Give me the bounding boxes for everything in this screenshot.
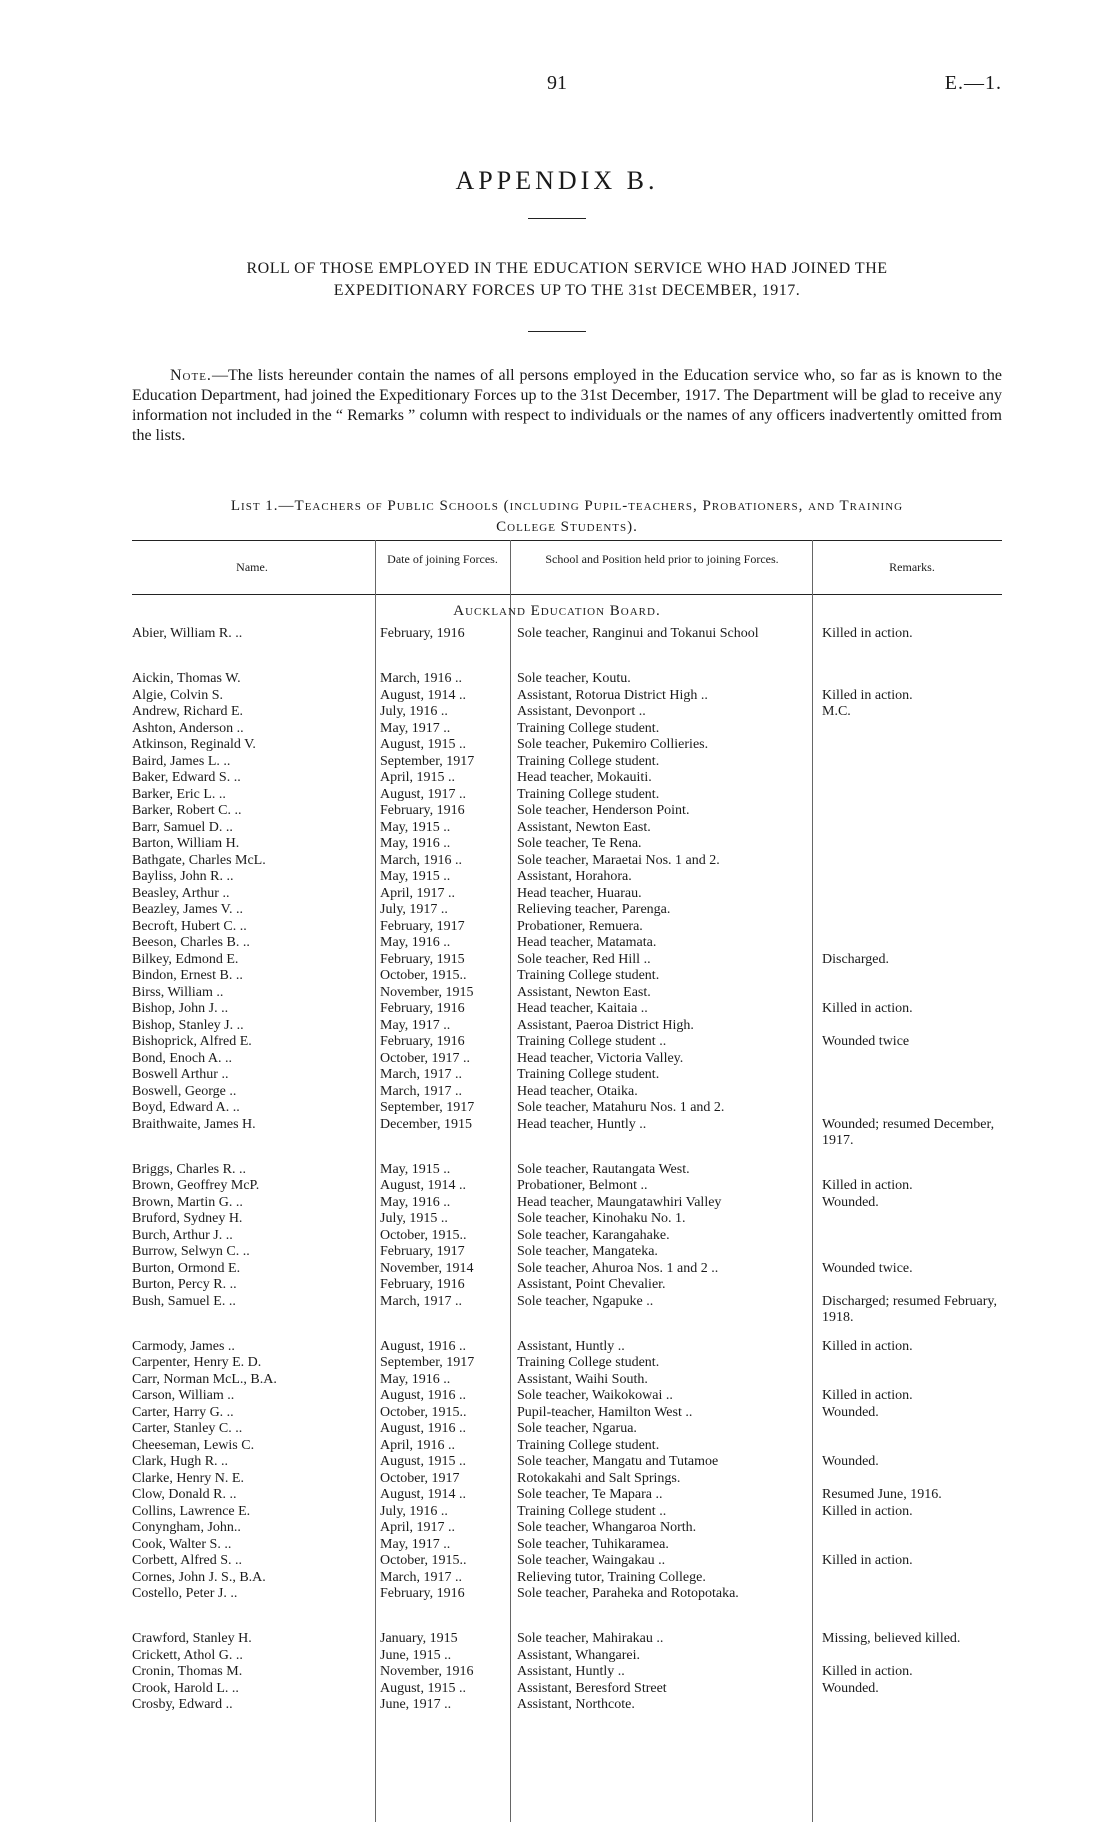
row-school-position: Assistant, Northcote. [517,1697,635,1712]
page-number: 91 [547,72,567,94]
note-paragraph [132,366,1002,446]
table-row [132,1339,1002,1356]
table-row [132,1178,1002,1195]
table-row [132,1244,1002,1261]
row-school-position: Assistant, Newton East. [517,819,651,835]
note-label: Note. [170,367,212,384]
row-date-joined: May, 1915 .. [380,1161,451,1177]
row-school-position: Probationer, Remuera. [517,918,643,934]
row-school-position: Sole teacher, Red Hill .. [517,951,651,967]
table-row [132,770,1002,787]
row-date-joined: July, 1916 .. [380,1503,448,1519]
row-name: Burch, Arthur J. .. [132,1227,233,1243]
row-date-joined: December, 1915 [380,1116,472,1132]
row-date-joined: August, 1914 .. [380,1487,466,1502]
row-school-position: Training College student. [517,1355,660,1370]
row-name: Barker, Eric L. .. [132,786,226,802]
row-remarks: Wounded. [822,1404,879,1420]
table-row [132,836,1002,853]
table-row [132,1100,1002,1117]
row-remarks: Discharged. [822,951,889,967]
row-remarks: Wounded. [822,1680,879,1696]
row-remarks: Discharged; resumed February, 1918. [822,1293,997,1325]
row-remarks: Killed in action. [822,1338,913,1354]
row-school-position: Assistant, Paeroa District High. [517,1017,694,1033]
divider [528,331,586,332]
row-name: Barker, Robert C. .. [132,803,242,818]
table-row [132,1018,1002,1035]
table-row [132,1421,1002,1438]
table-row [132,952,1002,969]
list-title-line-2: College Students). [496,519,638,535]
row-name: Boswell Arthur .. [132,1067,229,1082]
row-name: Barton, William H. [132,836,240,851]
row-name: Bindon, Ernest B. .. [132,968,243,983]
row-date-joined: February, 1916 [380,1586,465,1601]
row-name: Clarke, Henry N. E. [132,1470,244,1486]
table-row [132,820,1002,837]
row-date-joined: September, 1917 [380,753,475,769]
row-name: Crickett, Athol G. .. [132,1647,243,1663]
row-name: Carter, Harry G. .. [132,1404,234,1420]
row-date-joined: October, 1917 .. [380,1050,471,1066]
row-school-position: Head teacher, Kaitaia .. [517,1001,648,1016]
row-date-joined: May, 1916 .. [380,1371,451,1387]
row-school-position: Sole teacher, Whangaroa North. [517,1520,697,1535]
table-row [132,787,1002,804]
row-school-position: Sole teacher, Mahirakau .. [517,1631,664,1646]
row-name: Carpenter, Henry E. D. [132,1355,262,1370]
table-row [132,1648,1002,1665]
row-school-position: Sole teacher, Tuhikaramea. [517,1536,669,1552]
row-name: Crosby, Edward .. [132,1697,233,1712]
table-row [132,902,1002,919]
row-remarks: Killed in action. [822,1178,913,1193]
table-row [132,1471,1002,1488]
table-row [132,886,1002,903]
table-row [132,1294,1002,1339]
row-date-joined: June, 1915 .. [380,1647,452,1663]
row-name: Carmody, James .. [132,1338,235,1354]
table-row [132,721,1002,738]
row-name: Brown, Martin G. .. [132,1194,243,1210]
row-school-position: Sole teacher, Ngapuke .. [517,1293,654,1309]
row-date-joined: November, 1915 [380,984,474,1000]
row-school-position: Sole teacher, Ahuroa Nos. 1 and 2 .. [517,1260,719,1276]
row-school-position: Assistant, Beresford Street [517,1680,667,1696]
table-row [132,1001,1002,1018]
table-row [132,671,1002,688]
row-name: Cronin, Thomas M. [132,1664,243,1679]
row-school-position: Assistant, Huntly .. [517,1664,625,1679]
column-header-date: Date of joining Forces. [387,552,498,566]
table-row [132,1277,1002,1294]
row-school-position: Head teacher, Huntly .. [517,1116,647,1132]
table-row [132,754,1002,771]
table-row [132,919,1002,936]
row-school-position: Assistant, Rotorua District High .. [517,687,708,703]
row-name: Bruford, Sydney H. [132,1211,243,1226]
row-date-joined: February, 1917 [380,1244,465,1259]
row-date-joined: August, 1915 .. [380,1680,466,1696]
row-name: Braithwaite, James H. [132,1116,256,1132]
table-row [132,853,1002,870]
row-date-joined: February, 1916 [380,1277,465,1292]
row-date-joined: April, 1917 .. [380,1520,456,1535]
row-name: Boswell, George .. [132,1083,237,1099]
table-row [132,1034,1002,1051]
row-name: Carson, William .. [132,1388,235,1403]
row-remarks: Wounded. [822,1194,879,1210]
row-remarks: M.C. [822,704,851,719]
row-school-position: Sole teacher, Matahuru Nos. 1 and 2. [517,1100,725,1115]
table-row [132,688,1002,705]
table-row [132,1228,1002,1245]
row-date-joined: August, 1914 .. [380,687,466,703]
row-name: Beasley, Arthur .. [132,885,230,901]
row-name: Corbett, Alfred S. .. [132,1553,243,1568]
table-row [132,1487,1002,1504]
table-row [132,1261,1002,1278]
document-code: E.—1. [944,72,1002,94]
table-row [132,1355,1002,1372]
row-school-position: Training College student. [517,720,660,736]
row-date-joined: March, 1916 .. [380,671,463,686]
row-school-position: Training College student .. [517,1503,667,1519]
row-school-position: Head teacher, Mokauiti. [517,770,652,785]
table-header-rule [132,594,1002,595]
row-school-position: Rotokakahi and Salt Springs. [517,1470,681,1486]
row-remarks: Resumed June, 1916. [822,1487,942,1502]
row-date-joined: November, 1914 [380,1260,474,1276]
row-date-joined: August, 1917 .. [380,786,466,802]
row-name: Cheeseman, Lewis C. [132,1437,255,1453]
row-remarks: Killed in action. [822,1664,913,1679]
row-date-joined: October, 1915.. [380,1553,467,1568]
table-row [132,737,1002,754]
row-date-joined: February, 1916 [380,626,465,641]
row-name: Bond, Enoch A. .. [132,1050,232,1066]
row-remarks: Killed in action. [822,626,913,641]
row-remarks: Killed in action. [822,1553,913,1568]
row-date-joined: February, 1915 [380,951,465,967]
table-row [132,968,1002,985]
row-school-position: Assistant, Newton East. [517,984,651,1000]
row-school-position: Sole teacher, Kinohaku No. 1. [517,1211,686,1226]
row-school-position: Head teacher, Maungatawhiri Valley [517,1194,722,1210]
row-remarks: Killed in action. [822,687,913,703]
row-name: Burton, Ormond E. [132,1260,241,1276]
row-date-joined: October, 1915.. [380,1404,467,1420]
table-row [132,626,1002,671]
appendix-title: APPENDIX B. [455,166,659,195]
row-date-joined: November, 1916 [380,1664,474,1679]
row-date-joined: August, 1916 .. [380,1421,466,1436]
row-name: Algie, Colvin S. [132,687,224,703]
table-row [132,1405,1002,1422]
table-row [132,1697,1002,1714]
row-date-joined: August, 1915 .. [380,737,466,752]
row-school-position: Sole teacher, Paraheka and Rotopotaka. [517,1586,739,1601]
row-name: Beazley, James V. .. [132,902,243,917]
row-school-position: Assistant, Whangarei. [517,1647,640,1663]
row-date-joined: July, 1916 .. [380,704,448,719]
table-row [132,1537,1002,1554]
table-row [132,1681,1002,1698]
row-date-joined: January, 1915 [380,1631,458,1646]
table-row [132,1454,1002,1471]
row-date-joined: May, 1917 .. [380,1017,451,1033]
roll-title-line-1: ROLL OF THOSE EMPLOYED IN THE EDUCATION SERVICE WHO HAD JOINED THE [246,260,888,277]
row-remarks: Killed in action. [822,1388,913,1403]
row-name: Bishop, Stanley J. .. [132,1017,244,1033]
row-school-position: Relieving tutor, Training College. [517,1569,706,1585]
roll-table-body [132,626,1002,1714]
row-date-joined: April, 1916 .. [380,1437,456,1453]
row-date-joined: August, 1916 .. [380,1338,466,1354]
row-date-joined: September, 1917 [380,1355,475,1370]
divider [528,218,586,219]
table-row [132,1438,1002,1455]
row-date-joined: March, 1917 .. [380,1569,463,1585]
row-name: Clark, Hugh R. .. [132,1454,229,1469]
row-date-joined: July, 1917 .. [380,902,448,917]
row-date-joined: May, 1915 .. [380,819,451,835]
row-date-joined: August, 1915 .. [380,1454,466,1469]
row-remarks: Killed in action. [822,1001,913,1016]
row-name: Bishoprick, Alfred E. [132,1034,252,1049]
row-school-position: Sole teacher, Waikokowai .. [517,1388,673,1403]
row-date-joined: February, 1916 [380,1001,465,1016]
row-date-joined: May, 1916 .. [380,836,451,851]
row-school-position: Sole teacher, Maraetai Nos. 1 and 2. [517,852,720,868]
row-school-position: Assistant, Huntly .. [517,1338,625,1354]
table-row [132,1388,1002,1405]
row-school-position: Training College student. [517,786,660,802]
row-name: Cook, Walter S. .. [132,1536,232,1552]
row-date-joined: August, 1916 .. [380,1388,466,1403]
row-name: Becroft, Hubert C. .. [132,918,247,934]
row-school-position: Sole teacher, Karangahake. [517,1227,670,1243]
row-school-position: Sole teacher, Henderson Point. [517,803,690,818]
table-row [132,1211,1002,1228]
roll-title [132,258,1002,302]
row-name: Crawford, Stanley H. [132,1631,252,1646]
table-row [132,869,1002,886]
table-row [132,935,1002,952]
row-name: Cornes, John J. S., B.A. [132,1569,266,1585]
table-row [132,1084,1002,1101]
row-name: Carter, Stanley C. .. [132,1421,243,1436]
row-remarks: Wounded twice [822,1034,910,1049]
row-name: Beeson, Charles B. .. [132,935,250,950]
table-row [132,1051,1002,1068]
table-top-rule [132,540,1002,541]
row-date-joined: August, 1914 .. [380,1178,466,1193]
table-row [132,1162,1002,1179]
row-name: Bathgate, Charles McL. [132,852,266,868]
row-name: Ashton, Anderson .. [132,720,244,736]
row-name: Baker, Edward S. .. [132,770,241,785]
row-name: Bush, Samuel E. .. [132,1293,236,1309]
row-name: Burton, Percy R. .. [132,1277,237,1292]
row-date-joined: April, 1915 .. [380,770,456,785]
table-header [132,544,1002,592]
row-date-joined: May, 1916 .. [380,1194,451,1210]
row-remarks: Wounded twice. [822,1260,913,1276]
row-date-joined: March, 1917 .. [380,1067,463,1082]
row-name: Bayliss, John R. .. [132,869,234,884]
row-date-joined: April, 1917 .. [380,885,456,901]
row-date-joined: October, 1915.. [380,968,467,983]
row-school-position: Pupil-teacher, Hamilton West .. [517,1404,693,1420]
row-date-joined: March, 1916 .. [380,852,463,868]
row-school-position: Training College student. [517,1437,660,1453]
row-school-position: Assistant, Horahora. [517,869,632,884]
table-row [132,704,1002,721]
column-header-school: School and Position held prior to joining Forces. [545,552,779,566]
list-title-line-1: List 1.—Teachers of Public Schools (including Pupil-teachers, Probationers, and Training [230,498,904,514]
row-school-position: Sole teacher, Ranginui and Tokanui School [517,626,759,641]
row-remarks: Killed in action. [822,1503,913,1519]
row-remarks: Wounded. [822,1454,879,1469]
row-name: Abier, William R. .. [132,626,243,641]
row-name: Clow, Donald R. .. [132,1487,237,1502]
row-date-joined: February, 1916 [380,1034,465,1049]
row-date-joined: May, 1917 .. [380,1536,451,1552]
row-name: Barr, Samuel D. .. [132,819,233,835]
table-row [132,1117,1002,1162]
row-name: Brown, Geoffrey McP. [132,1178,260,1193]
row-name: Burrow, Selwyn C. .. [132,1244,250,1259]
row-date-joined: June, 1917 .. [380,1697,452,1712]
note-text: —The lists hereunder contain the names of all persons employed in the Education service who, so far as is known to the Education Department, had joined the Expeditionary Forces up to the 31st December, 1917. The Department will be glad to receive any information not included in the “ Remarks ” column with respect to individuals or the names of any officers inadvertently omitted from the lists. [132,367,1002,444]
row-school-position: Head teacher, Victoria Valley. [517,1050,684,1066]
row-school-position: Training College student .. [517,1034,667,1049]
row-date-joined: October, 1915.. [380,1227,467,1243]
row-date-joined: May, 1915 .. [380,869,451,884]
row-name: Conyngham, John.. [132,1520,241,1535]
row-school-position: Sole teacher, Rautangata West. [517,1161,690,1177]
table-row [132,1631,1002,1648]
table-row [132,1570,1002,1587]
row-school-position: Training College student. [517,753,660,769]
row-name: Boyd, Edward A. .. [132,1100,240,1115]
row-name: Costello, Peter J. .. [132,1586,238,1601]
row-name: Carr, Norman McL., B.A. [132,1371,277,1387]
row-date-joined: February, 1916 [380,803,465,818]
roll-title-line-2: EXPEDITIONARY FORCES UP TO THE 31st DECEMBER, 1917. [333,282,801,299]
row-date-joined: September, 1917 [380,1100,475,1115]
list-title [132,496,1002,538]
table-row [132,1372,1002,1389]
row-school-position: Training College student. [517,1067,660,1082]
table-row [132,1195,1002,1212]
row-date-joined: July, 1915 .. [380,1211,448,1226]
row-name: Birss, William .. [132,984,224,1000]
row-date-joined: February, 1917 [380,918,465,934]
table-row [132,803,1002,820]
row-date-joined: March, 1917 .. [380,1293,463,1309]
column-header-remarks: Remarks. [889,560,935,574]
row-name: Bilkey, Edmond E. [132,951,239,967]
row-remarks: Wounded; resumed December, 1917. [822,1116,995,1148]
row-school-position: Assistant, Point Chevalier. [517,1277,666,1292]
table-row [132,1553,1002,1570]
column-header-name: Name. [236,560,268,574]
table-row [132,1586,1002,1631]
row-date-joined: October, 1917 [380,1470,460,1486]
row-name: Crook, Harold L. .. [132,1680,239,1696]
row-name: Andrew, Richard E. [132,704,244,719]
row-school-position: Probationer, Belmont .. [517,1178,648,1193]
row-name: Baird, James L. .. [132,753,231,769]
row-name: Briggs, Charles R. .. [132,1161,246,1177]
row-school-position: Sole teacher, Waingakau .. [517,1553,666,1568]
row-school-position: Relieving teacher, Parenga. [517,902,671,917]
row-school-position: Head teacher, Otaika. [517,1083,638,1099]
row-date-joined: May, 1917 .. [380,720,451,736]
row-school-position: Sole teacher, Pukemiro Collieries. [517,737,709,752]
table-row [132,1520,1002,1537]
row-name: Bishop, John J. .. [132,1001,229,1016]
row-name: Collins, Lawrence E. [132,1503,251,1519]
row-school-position: Sole teacher, Koutu. [517,671,631,686]
row-name: Aickin, Thomas W. [132,671,241,686]
board-heading: Auckland Education Board. [453,603,661,619]
row-school-position: Sole teacher, Ngarua. [517,1421,637,1436]
row-school-position: Training College student. [517,968,660,983]
row-school-position: Assistant, Waihi South. [517,1371,648,1387]
row-school-position: Assistant, Devonport .. [517,704,646,719]
table-row [132,1504,1002,1521]
row-school-position: Sole teacher, Mangateka. [517,1244,658,1259]
row-date-joined: May, 1916 .. [380,935,451,950]
row-school-position: Sole teacher, Mangatu and Tutamoe [517,1454,719,1469]
row-school-position: Sole teacher, Te Mapara .. [517,1487,663,1502]
row-date-joined: March, 1917 .. [380,1083,463,1099]
row-school-position: Head teacher, Huarau. [517,885,642,901]
row-school-position: Sole teacher, Te Rena. [517,836,642,851]
table-row [132,985,1002,1002]
table-row [132,1067,1002,1084]
row-remarks: Missing, believed killed. [822,1631,961,1646]
row-school-position: Head teacher, Matamata. [517,935,657,950]
table-row [132,1664,1002,1681]
row-name: Atkinson, Reginald V. [132,737,256,752]
